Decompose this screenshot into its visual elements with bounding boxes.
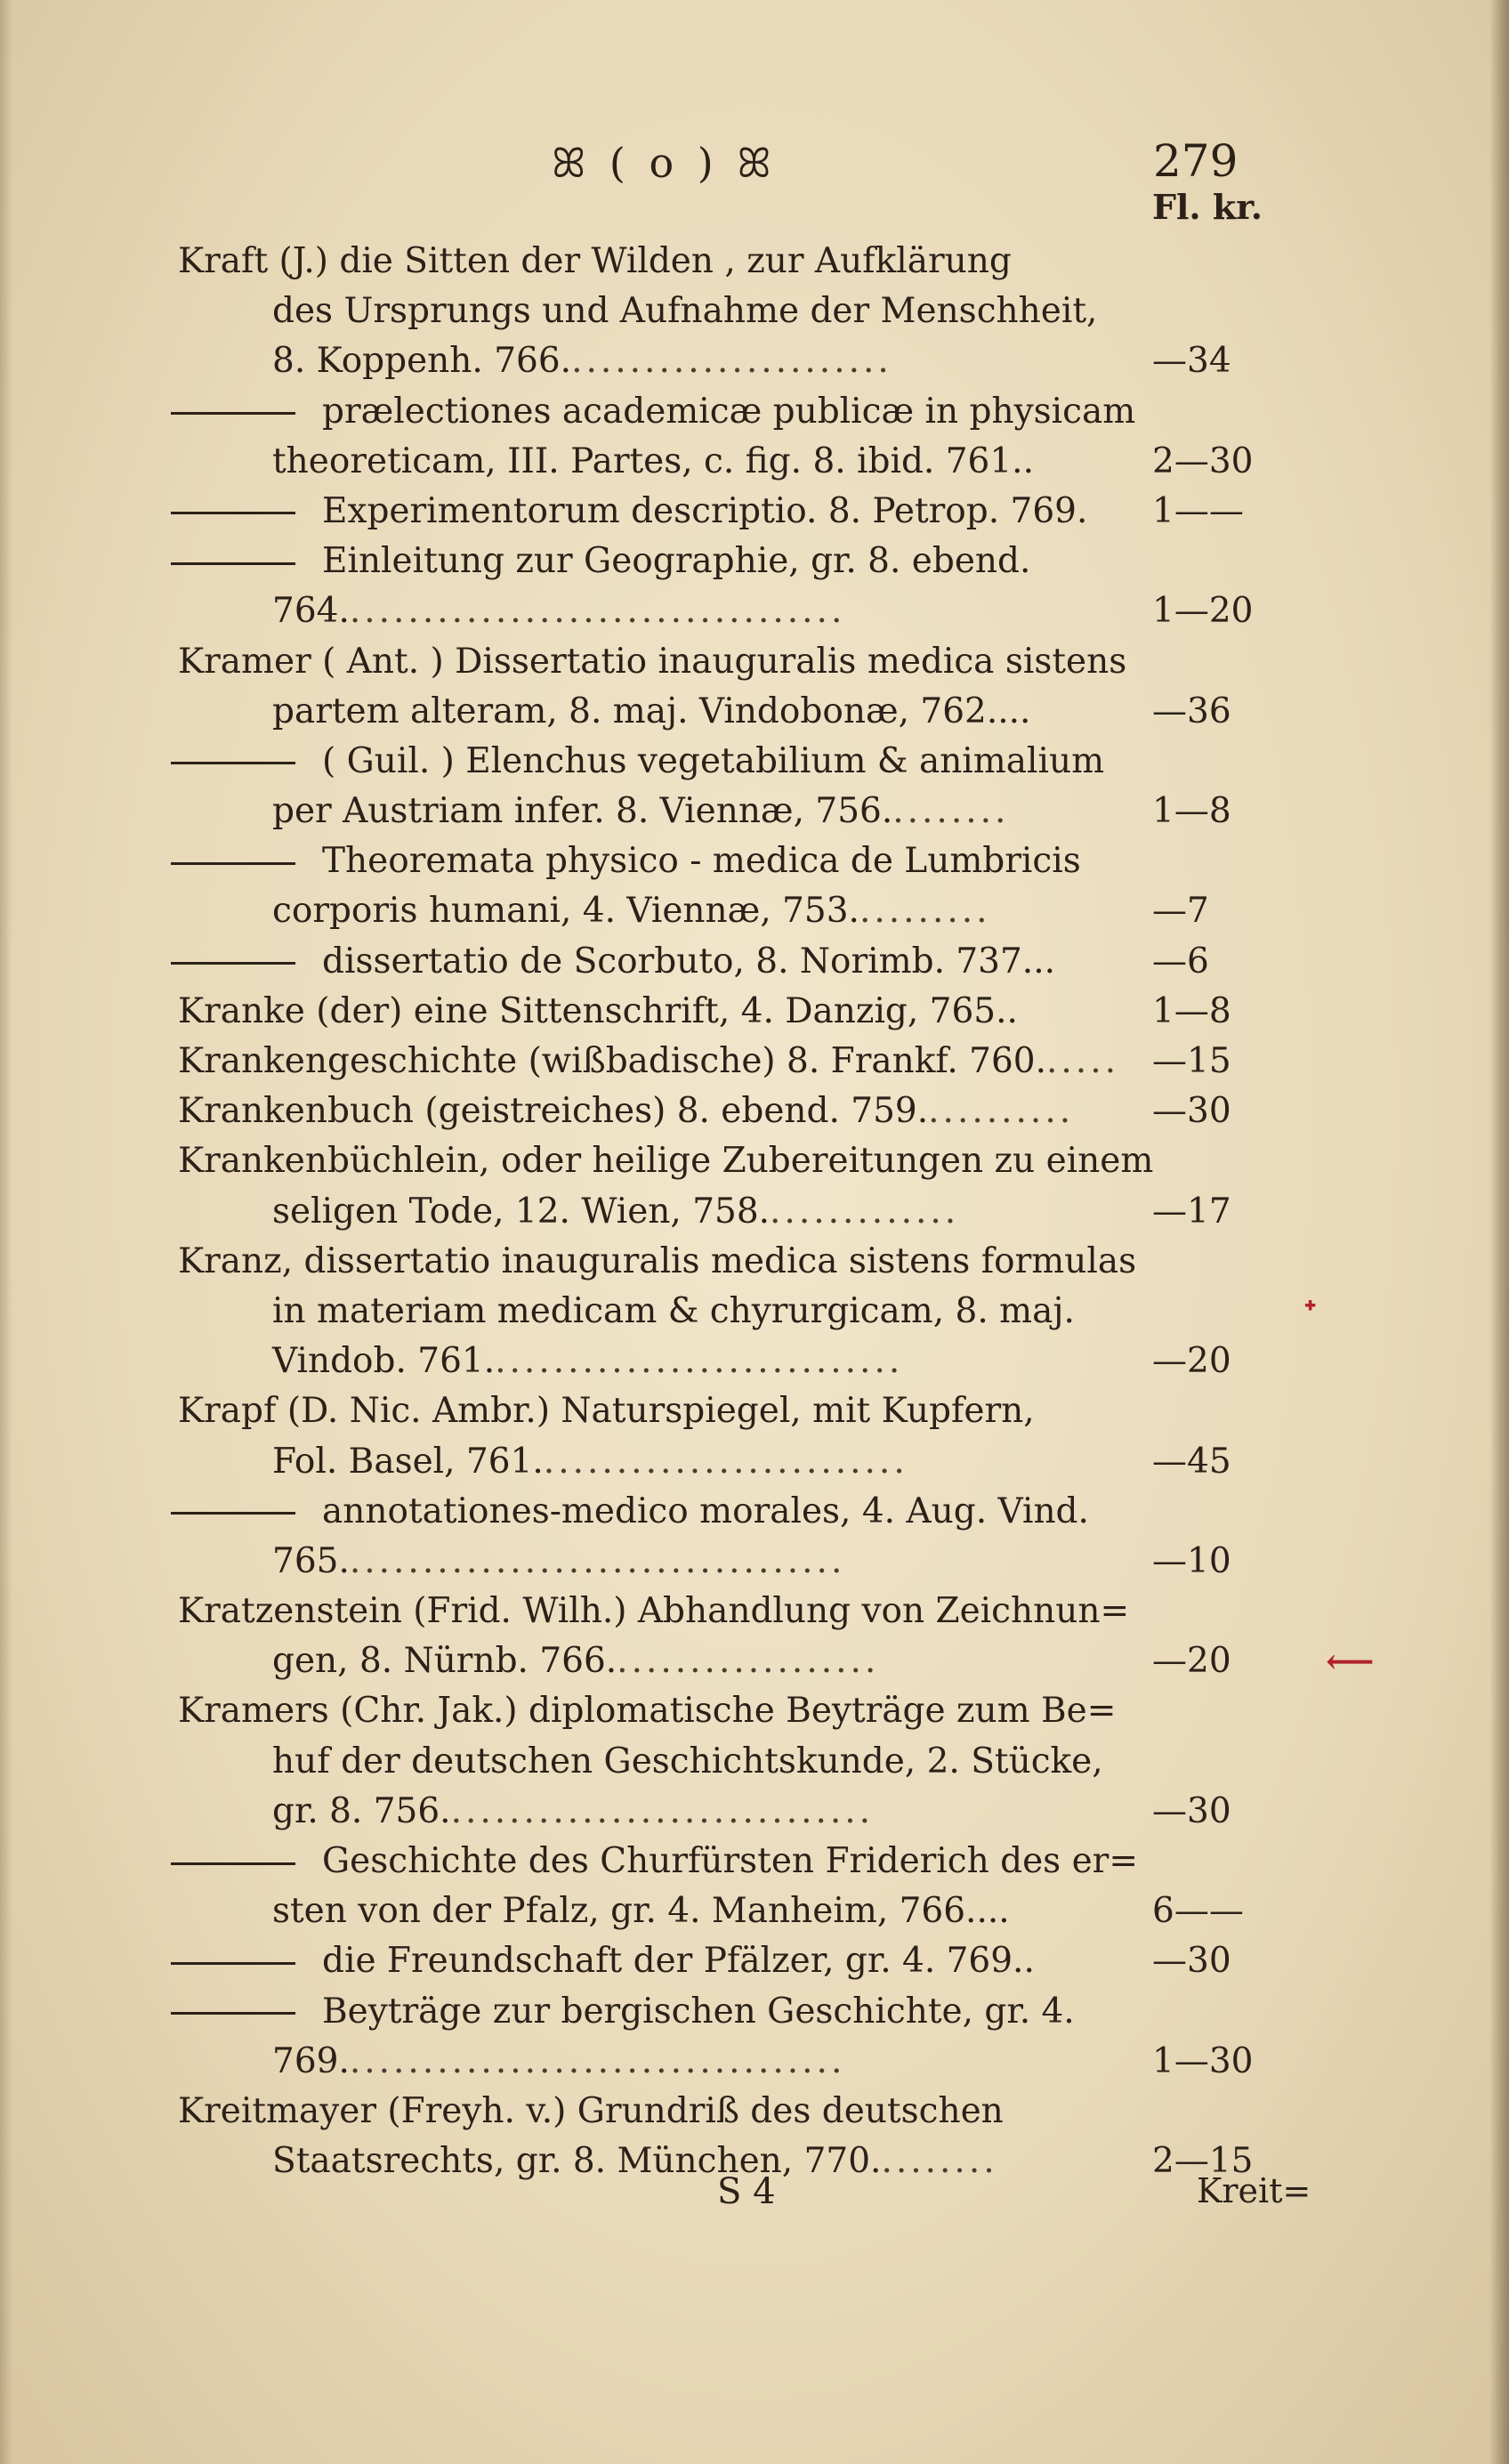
catalog-line: dissertatio de Scorbuto, 8. Norimb. 737... —6 [178,937,1335,987]
red-margin-mark: ᐩ [1303,1290,1317,1331]
catalog-line: Krankengeschichte (wißbadische) 8. Frankf. 760...... —15 [178,1037,1335,1087]
catalog-line: huf der deutschen Geschichtskunde, 2. Stücke, [272,1741,1103,1781]
page-header [0,132,1509,230]
catalog-line: prælectiones academicæ publicæ in physicam [178,387,1335,437]
price: —7 [1152,891,1209,932]
page-left-edge [0,0,12,2464]
catalog-line: seligen Tode, 12. Wien, 758.............. —17 [178,1187,1335,1237]
price: —36 [1152,691,1231,731]
catalog-line: annotationes-medico morales, 4. Aug. Vind. [178,1487,1335,1537]
catalog-line: theoreticam, III. Partes, c. fig. 8. ibid. 761.. 2—30 [178,437,1335,487]
catalog-line: 8. Koppenh. 766....................... —34 [178,336,1335,386]
catalog-line: 769................................... 1—30 [178,2037,1335,2087]
catalog-line: corporis humani, 4. Viennæ, 753.......... —7 [178,886,1335,936]
page-footer [0,2171,1509,2225]
catalog-line: in materiam medicam & chyrurgicam, 8. maj. ᐩ [178,1287,1335,1337]
price: 1—8 [1152,791,1231,832]
catalog-line: Kranke (der) eine Sittenschrift, 4. Danzig, 765.. 1—8 [178,987,1335,1037]
catalog-line: Beyträge zur bergischen Geschichte, gr. 4. [178,1987,1335,2037]
catalog-line: Kramer ( Ant. ) Dissertatio inauguralis medica sistens [178,641,1127,682]
catalog-line: Kreitmayer (Freyh. v.) Grundriß des deutschen [178,2090,1004,2131]
price: —20 [1152,1641,1231,1682]
catalog-line: Krankenbüchlein, oder heilige Zubereitungen zu einem [178,1141,1154,1182]
catalog-line: Fol. Basel, 761.......................... —45 [178,1437,1335,1487]
catalog-line: 765................................... —10 [178,1537,1335,1587]
catalog-line: Krapf (D. Nic. Ambr.) Naturspiegel, mit Kupfern, [178,1391,1035,1432]
catalog-line: gr. 8. 756.............................. —30 [178,1787,1335,1837]
catalog-line: die Freundschaft der Pfälzer, gr. 4. 769.. —30 [178,1936,1335,1986]
price: —30 [1152,1790,1231,1831]
catalog-line: des Ursprungs und Aufnahme der Menschheit, [272,291,1098,332]
catalog-line: sten von der Pfalz, gr. 4. Manheim, 766.... 6—— [178,1886,1335,1936]
catalog-line: per Austriam infer. 8. Viennæ, 756......... 1—8 [178,787,1335,836]
price: —17 [1152,1191,1231,1232]
catalog-line: ( Guil. ) Elenchus vegetabilium & animalium [178,737,1335,787]
catalog-line: gen, 8. Nürnb. 766................... —20 ⟵ [178,1636,1335,1686]
catalog-line: Staatsrechts, gr. 8. München, 770......... 2—15 [178,2137,1335,2186]
price: 2—15 [1152,2141,1254,2182]
catalog-line: 764................................... 1—20 [178,586,1335,636]
price-column-heading: Fl. kr. [1152,187,1263,227]
catalog-line: Kramers (Chr. Jak.) diplomatische Beyträge zum Be= [178,1691,1117,1732]
catalog-line: Theoremata physico - medica de Lumbricis [178,836,1335,886]
header-ornament: ꕤ ( o ) ꕤ [552,139,777,187]
price: —20 [1152,1341,1231,1382]
price: 1—30 [1152,2040,1254,2081]
price: 1—— [1152,490,1244,531]
page-number: 279 [1153,135,1239,187]
catalog-line: Kranz, dissertatio inauguralis medica sistens formulas [178,1240,1137,1281]
price: —30 [1152,1941,1231,1982]
page-right-edge [1489,0,1509,2464]
catalog-line: Geschichte des Churfürsten Friderich des er= [178,1837,1335,1886]
catalog-line: Einleitung zur Geographie, gr. 8. ebend. [178,537,1335,586]
catalog-line: Kratzenstein (Frid. Wilh.) Abhandlung von Zeichnun= [178,1591,1130,1632]
catalog-line: partem alteram, 8. maj. Vindobonæ, 762.... —36 [178,687,1335,737]
signature-mark: S 4 [717,2171,776,2212]
price: 1—8 [1152,990,1231,1031]
price: 1—20 [1152,591,1254,632]
catalog-line: Experimentorum descriptio. 8. Petrop. 769. 1—— [178,487,1335,537]
catalog-line: Kraft (J.) die Sitten der Wilden , zur Aufklärung [178,241,1012,281]
catalog-entries [178,237,1375,2186]
price: —6 [1152,941,1209,982]
catchword: Kreit= [1197,2171,1311,2210]
price: —34 [1152,341,1231,382]
price: —30 [1152,1091,1231,1132]
price: —10 [1152,1540,1231,1581]
price: 2—30 [1152,440,1254,481]
catalog-line: Vindob. 761............................. —20 [178,1337,1335,1386]
price: —45 [1152,1441,1231,1482]
catalog-line: Krankenbuch (geistreiches) 8. ebend. 759........... —30 [178,1087,1335,1136]
price: —15 [1152,1041,1231,1081]
red-arrow-mark: ⟵ [1326,1641,1375,1682]
price: 6—— [1152,1891,1244,1932]
